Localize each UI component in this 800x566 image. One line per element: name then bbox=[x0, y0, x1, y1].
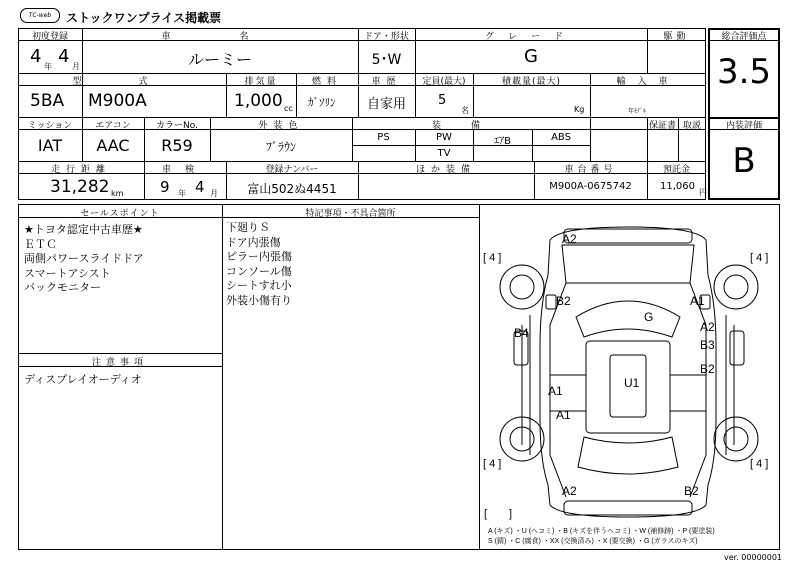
page-title: ストックワンプライス掲載票 bbox=[66, 11, 222, 25]
plate-value: 富山502ぬ4451 bbox=[247, 182, 337, 196]
equipment-ps: PS bbox=[377, 132, 390, 143]
first-reg-year: 4 bbox=[30, 46, 42, 67]
sales-points-list bbox=[24, 223, 144, 296]
legend-line-1: A (キズ) ・U (ヘコミ) ・B (キズを伴うヘコミ) ・W (補修跡) ・P (要塗装) bbox=[488, 528, 715, 535]
total-score-value: 3.5 bbox=[716, 52, 772, 92]
inspection-year-unit: 年 bbox=[178, 189, 186, 198]
first-reg-label: 初度登録 bbox=[31, 32, 68, 42]
notes-label: 特記事項・不具合箇所 bbox=[305, 209, 396, 219]
paint-color-label: 外装色 bbox=[258, 121, 304, 131]
warranty-label: 保証書 bbox=[648, 121, 676, 131]
inspection-label: 車検 bbox=[161, 165, 208, 175]
fuel-label: 燃料 bbox=[311, 77, 342, 87]
damage-mark: A2 bbox=[562, 484, 577, 498]
load-unit: Kg bbox=[574, 105, 585, 114]
frame-no-value: M900A-0675742 bbox=[549, 181, 632, 192]
damage-mark: A2 bbox=[700, 320, 715, 334]
model-prefix: 5BA bbox=[30, 91, 65, 111]
list-item: ★トヨタ認定中古車歴★ bbox=[24, 223, 143, 236]
paint-color-value: ﾌﾞﾗｳﾝ bbox=[265, 140, 296, 154]
list-item: 外装小傷有り bbox=[226, 293, 292, 307]
mission-label: ミッション bbox=[27, 121, 73, 131]
grade-value: G bbox=[524, 46, 538, 67]
list-item: ドア内張傷 bbox=[226, 235, 281, 249]
capacity-unit: 名 bbox=[461, 106, 469, 115]
history-label: 車歴 bbox=[371, 77, 402, 87]
capacity-label: 定員(最大) bbox=[422, 77, 466, 87]
sales-points-label: セールスポイント bbox=[80, 209, 160, 219]
list-item: シートすれ小 bbox=[226, 279, 292, 292]
first-reg-month: 4 bbox=[58, 46, 70, 67]
door-type: 5･W bbox=[371, 52, 402, 68]
inspection-month-unit: 月 bbox=[210, 189, 218, 198]
cautions-label: 注意事項 bbox=[91, 358, 148, 368]
inspection-year: 9 bbox=[160, 178, 170, 196]
tire-label-front-right: [ 4 ] bbox=[750, 252, 769, 264]
tire-label-rear-left: [ 4 ] bbox=[483, 458, 502, 470]
plate-label: 登録ナンバー bbox=[265, 165, 319, 175]
deposit-label: 預託金 bbox=[662, 165, 690, 175]
inspection-month: 4 bbox=[195, 178, 205, 196]
import-label: 輸入車 bbox=[616, 77, 680, 87]
car-name: ルーミー bbox=[187, 50, 252, 69]
load-label: 積載量(最大) bbox=[501, 77, 562, 87]
drive-label: 駆動 bbox=[663, 32, 690, 42]
history-value: 自家用 bbox=[366, 97, 406, 112]
list-item: ディスプレイオーディオ bbox=[24, 373, 142, 386]
fuel-value: ｶﾞｿﾘﾝ bbox=[308, 96, 336, 109]
version-label: ver. 00000001 bbox=[724, 553, 783, 562]
damage-mark: G bbox=[644, 310, 654, 324]
color-no-value: R59 bbox=[161, 136, 193, 155]
other-equipment-label: ほか装備 bbox=[415, 165, 476, 175]
list-item: ＥＴＣ bbox=[24, 237, 57, 251]
interior-score-label: 内装評価 bbox=[725, 121, 762, 131]
damage-mark: U1 bbox=[624, 376, 640, 390]
damage-mark: A1 bbox=[556, 408, 571, 422]
damage-mark: A2 bbox=[562, 232, 577, 246]
list-item: スマートアシスト bbox=[24, 266, 111, 280]
displacement-value: 1,000 bbox=[234, 91, 283, 111]
list-item: コンソール傷 bbox=[226, 264, 292, 278]
mileage-unit: km bbox=[111, 189, 124, 198]
tire-label-rear-right: [ 4 ] bbox=[750, 458, 769, 470]
header-logo: TC-web bbox=[20, 8, 60, 23]
equipment-pw: PW bbox=[436, 132, 452, 143]
month-unit: 月 bbox=[72, 62, 80, 71]
import-year-unit: 年ﾓﾃﾞﾙ bbox=[628, 108, 647, 115]
model-value: M900A bbox=[88, 91, 147, 111]
damage-mark: B2 bbox=[684, 484, 699, 498]
manual-label: 取説 bbox=[682, 121, 701, 131]
year-unit: 年 bbox=[44, 62, 52, 71]
displacement-label: 排気量 bbox=[244, 77, 278, 87]
notes-list bbox=[226, 221, 292, 308]
color-no-label: カラーNo. bbox=[156, 121, 198, 131]
equipment-abs: ABS bbox=[551, 132, 571, 143]
deposit-value: 11,060 bbox=[660, 181, 695, 192]
mileage-label: 走行距離 bbox=[50, 165, 111, 175]
damage-mark: A1 bbox=[548, 384, 563, 398]
equipment-tv: TV bbox=[437, 148, 451, 159]
list-item: 両側パワースライドドア bbox=[24, 252, 144, 265]
damage-mark: B4 bbox=[514, 326, 529, 340]
grade-label: グレード bbox=[484, 32, 577, 42]
aircon-label: エアコン bbox=[95, 121, 131, 131]
damage-mark: B2 bbox=[556, 294, 571, 308]
legend-line-2: S (錆) ・C (腐食) ・XX (交換済み) ・X (要交換) ・G (ガラスのキズ) bbox=[488, 538, 698, 545]
list-item: 下廻りＳ bbox=[226, 221, 270, 234]
frame-no-label: 車台番号 bbox=[564, 165, 617, 175]
car-name-label: 車 名 bbox=[161, 32, 279, 42]
deposit-unit: 円 bbox=[699, 188, 707, 197]
damage-diagram bbox=[480, 205, 779, 549]
bracket-field: [ ] bbox=[484, 508, 513, 520]
mileage-value: 31,282 bbox=[50, 177, 110, 197]
capacity-value: 5 bbox=[438, 93, 447, 108]
total-score-label: 総合評価点 bbox=[721, 32, 767, 42]
model-label: 型 式 bbox=[72, 77, 172, 87]
aircon-value: AAC bbox=[96, 136, 130, 155]
list-item: ピラー内張傷 bbox=[226, 250, 292, 263]
equipment-airbag: ｴｱB bbox=[494, 136, 511, 147]
damage-mark: B3 bbox=[700, 338, 715, 352]
equipment-label: 装備 bbox=[431, 121, 510, 131]
damage-mark: B2 bbox=[700, 362, 715, 376]
list-item: バックモニター bbox=[24, 281, 101, 294]
interior-score-value: B bbox=[732, 141, 756, 181]
tire-label-front-left: [ 4 ] bbox=[483, 252, 502, 264]
mission-value: IAT bbox=[37, 136, 63, 155]
door-label: ドア・形状 bbox=[364, 32, 409, 42]
damage-mark: A1 bbox=[690, 294, 705, 308]
displacement-unit: cc bbox=[284, 104, 293, 113]
cautions-list bbox=[24, 373, 142, 388]
